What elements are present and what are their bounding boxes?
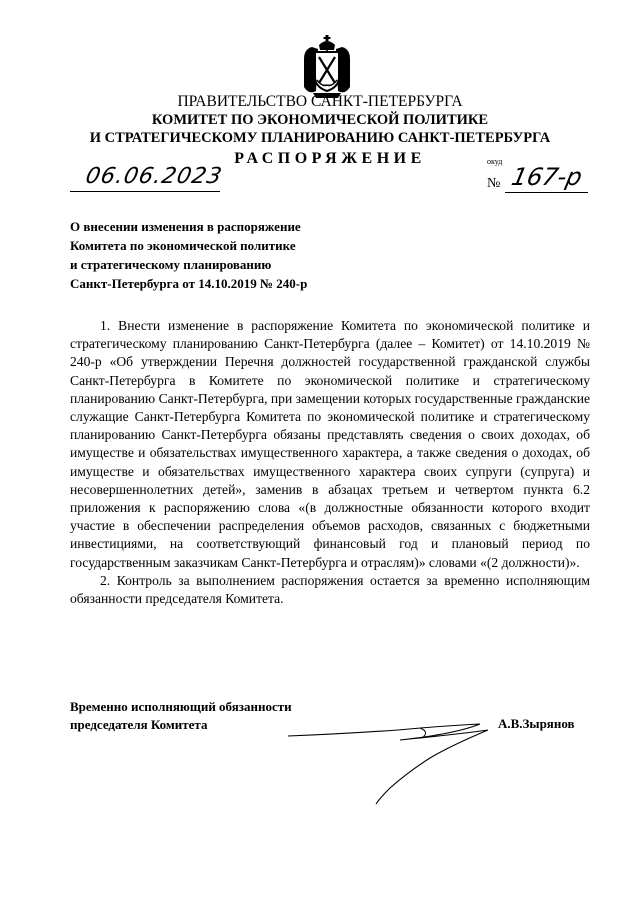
subject-line: Санкт-Петербурга от 14.10.2019 № 240-р	[70, 276, 308, 291]
signatory-title	[70, 698, 292, 733]
handwritten-signature	[280, 710, 510, 810]
document-body	[70, 317, 590, 608]
body-paragraph-2: 2. Контроль за выполнением распоряжения остается за временно исполняющим обязанности председателя Комитета.	[70, 572, 590, 607]
signatory-title-line2: председателя Комитета	[70, 716, 208, 732]
document-number: 167-р	[509, 163, 585, 191]
date-underline	[70, 191, 220, 192]
government-title: ПРАВИТЕЛЬСТВО САНКТ-ПЕТЕРБУРГА	[177, 93, 463, 110]
signatory-title-line1: Временно исполняющий обязанности	[70, 699, 292, 714]
document-subject	[70, 217, 307, 293]
committee-title-line2: И СТРАТЕГИЧЕСКОМУ ПЛАНИРОВАНИЮ САНКТ-ПЕТЕРБУРГА	[89, 130, 551, 146]
committee-title-line1: КОМИТЕТ ПО ЭКОНОМИЧЕСКОЙ ПОЛИТИКЕ	[151, 112, 489, 128]
document-type: РАСПОРЯЖЕНИЕ	[234, 150, 426, 167]
document-date: 06.06.2023	[83, 164, 225, 189]
signatory-name: А.В.Зырянов	[498, 716, 575, 731]
coat-of-arms-icon	[300, 35, 354, 99]
number-underline	[505, 192, 588, 193]
subject-line: и стратегическому планированию	[70, 257, 272, 272]
number-sign: №	[487, 176, 501, 191]
subject-line: О внесении изменения в распоряжение	[70, 219, 301, 234]
okud-label: окуд	[487, 157, 503, 166]
body-paragraph-1: 1. Внести изменение в распоряжение Комитета по экономической политике и стратегическому планированию Санкт-Петербурга (далее – Комитет) от 14.10.2019 № 240-р «Об утверждении Перечня должностей государственной гражданской службы Санкт-Петербурга в Комитете по экономической политике и стратегическому планированию Санкт-Петербурга, при замещении которых государственные гражданские служащие Санкт-Петербурга Комитета по экономической политике и стратегическому планированию Санкт-Петербурга обязаны представлять сведения о своих доходах, об имуществе и обязательствах имущественного характера, а также сведения о доходах, об имуществе и обязательствах имущественного характера своих супруги (супруга) и несовершеннолетних детей», заменив в абзацах третьем и четвертом пункта 6.2 приложения к распоряжению слова «(в должностные обязанности которого входит участие в обеспечении распределения объемов расходов, связанных с бюджетными инвестициями, на соответствующий финансовый год и плановый период по государственным заказчикам Санкт-Петербурга и отраслям)» словами «(2 должности)».	[70, 318, 590, 570]
subject-line: Комитета по экономической политике	[70, 238, 296, 253]
